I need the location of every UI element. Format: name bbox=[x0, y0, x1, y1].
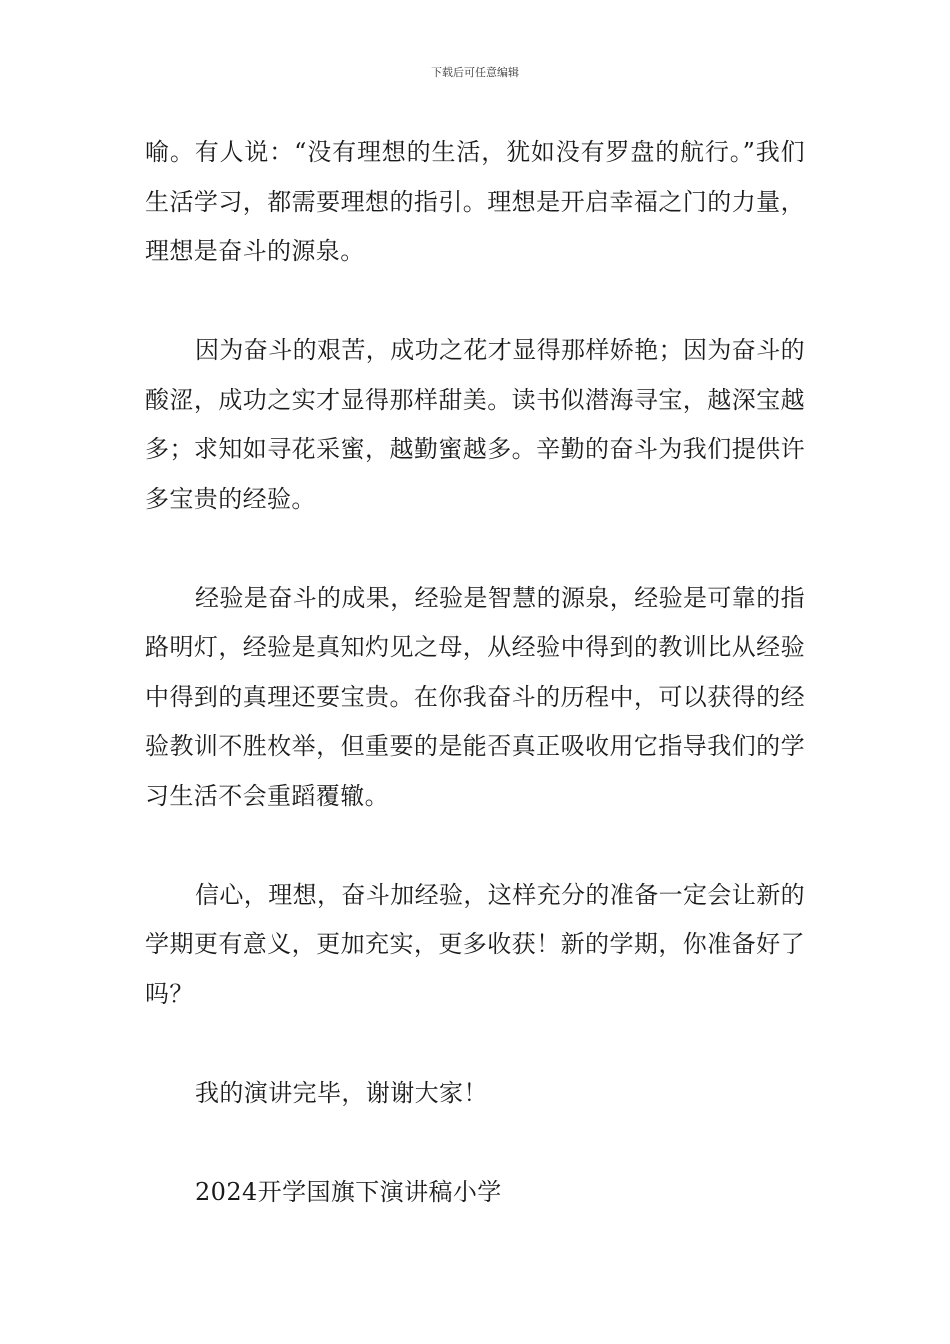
next-section-title: 2024开学国旗下演讲稿小学 bbox=[195, 1177, 502, 1206]
paragraph-1: 喻。有人说：“没有理想的生活，犹如没有罗盘的航行。”我们生活学习，都需要理想的指引。理想是开启幸福之门的力量，理想是奋斗的源泉。 bbox=[145, 138, 805, 265]
document-body bbox=[145, 128, 805, 1217]
closing-remark: 我的演讲完毕，谢谢大家！ bbox=[195, 1078, 488, 1107]
paragraph-gap bbox=[145, 1118, 805, 1168]
paragraph-4: 信心，理想，奋斗加经验，这样充分的准备一定会让新的学期更有意义，更加充实，更多收获！新的学期，你准备好了吗？ bbox=[145, 880, 805, 1008]
paragraph-3: 经验是奋斗的成果，经验是智慧的源泉，经验是可靠的指路明灯，经验是真知灼见之母，从经验中得到的教训比从经验中得到的真理还要宝贵。在你我奋斗的历程中，可以获得的经验教训不胜枚举，但重要的是能否真正吸收用它指导我们的学习生活不会重蹈覆辙。 bbox=[145, 583, 805, 810]
page-header-note: 下载后可任意编辑 bbox=[431, 66, 519, 79]
paragraph-2: 因为奋斗的艰苦，成功之花才显得那样娇艳；因为奋斗的酸涩，成功之实才显得那样甜美。读书似潜海寻宝，越深宝越多；求知如寻花采蜜，越勤蜜越多。辛勤的奋斗为我们提供许多宝贵的经验。 bbox=[145, 336, 805, 513]
paragraph-gap bbox=[145, 277, 805, 327]
paragraph-gap bbox=[145, 524, 805, 574]
paragraph-gap bbox=[145, 1019, 805, 1069]
paragraph-gap bbox=[145, 821, 805, 871]
